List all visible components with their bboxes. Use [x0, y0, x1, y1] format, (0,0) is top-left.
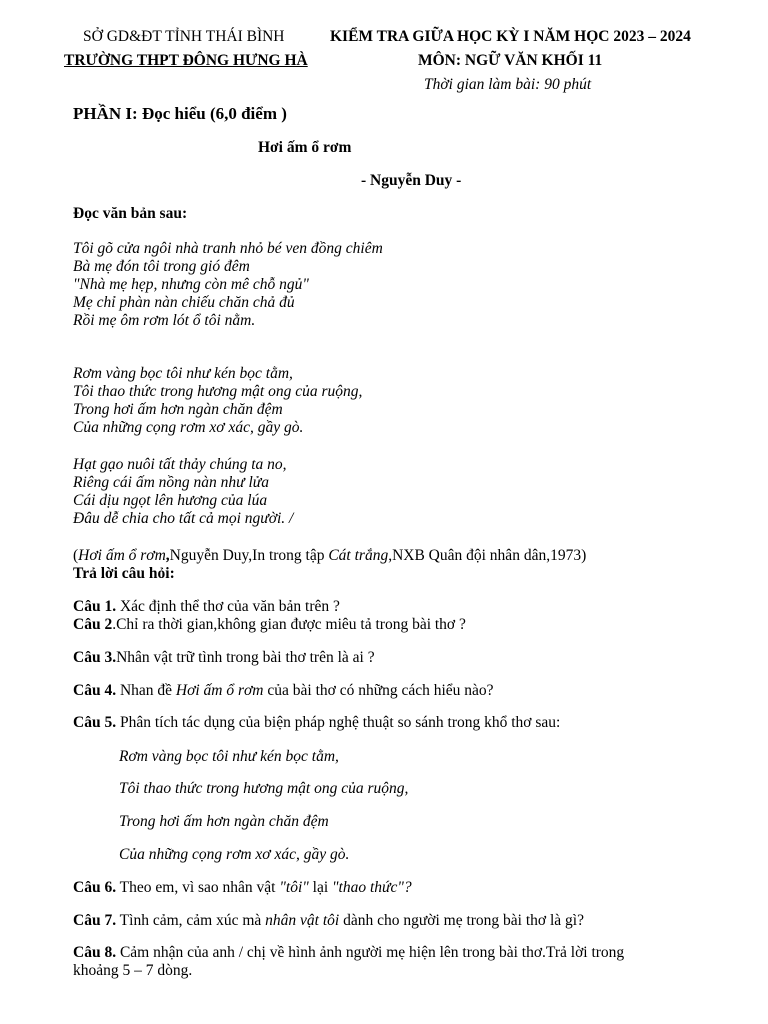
question-5 — [73, 714, 560, 732]
poem-line: Đâu dễ chia cho tất cả mọi người. / — [73, 510, 294, 527]
question-3 — [73, 649, 375, 667]
quoted-line-1: Rơm vàng bọc tôi như kén bọc tằm, — [119, 748, 339, 765]
poem-line: "Nhà mẹ hẹp, nhưng còn mê chỗ ngủ" — [73, 276, 309, 293]
quoted-line-2: Tôi thao thức trong hương mật ong của ruộng, — [119, 780, 409, 797]
poem-line: Rồi mẹ ôm rơm lót ổ tôi nằm. — [73, 312, 256, 329]
source-author: Nguyễn Duy,In trong tập — [169, 547, 329, 564]
answer-prompt: Trả lời câu hỏi: — [73, 565, 175, 582]
source-collection: Cát trắng — [328, 547, 389, 564]
quoted-line-3: Trong hơi ấm hơn ngàn chăn đệm — [119, 813, 329, 830]
poem-line: Riêng cái ấm nồng nàn như lửa — [73, 474, 269, 491]
poem-stanza-1 — [73, 240, 383, 330]
question-text: Cảm nhận của anh / chị về hình ảnh người mẹ hiện lên trong bài thơ.Trả lời trong — [116, 944, 625, 961]
poem-line: Rơm vàng bọc tôi như kén bọc tằm, — [73, 365, 293, 382]
question-8-continued: khoảng 5 – 7 dòng. — [73, 962, 193, 979]
question-emphasis: "thao thức"? — [332, 879, 412, 896]
school-name: TRƯỜNG THPT ĐÔNG HƯNG HÀ — [64, 52, 308, 69]
quoted-line-4: Của những cọng rơm xơ xác, gầy gò. — [119, 846, 350, 863]
source-citation — [73, 547, 586, 565]
question-text: Nhan đề — [116, 682, 176, 699]
question-text: lại — [308, 879, 333, 896]
question-label: Câu 8. — [73, 944, 117, 961]
poem-title: Hơi ấm ổ rơm — [258, 139, 352, 156]
subject-line: MÔN: NGỮ VĂN KHỐI 11 — [418, 52, 603, 69]
question-text: Phân tích tác dụng của biện pháp nghệ thuật so sánh trong khổ thơ sau: — [116, 714, 561, 731]
exam-title: KIỂM TRA GIỮA HỌC KỲ I NĂM HỌC 2023 – 2024 — [330, 28, 691, 45]
poem-line: Tôi thao thức trong hương mật ong của ruộng, — [73, 383, 363, 400]
question-text: Theo em, vì sao nhân vật — [116, 879, 280, 896]
question-1 — [73, 598, 340, 616]
question-emphasis: "tôi" — [279, 879, 309, 896]
question-6 — [73, 879, 412, 897]
question-label: Câu 1. — [73, 598, 117, 615]
question-label: Câu 5. — [73, 714, 117, 731]
poem-line: Của những cọng rơm xơ xác, gầy gò. — [73, 419, 304, 436]
poem-stanza-2 — [73, 365, 362, 437]
source-title: Hơi ấm ổ rơm — [78, 547, 166, 564]
question-text: Tình cảm, cảm xúc mà — [116, 912, 266, 929]
question-emphasis: nhân vật tôi — [265, 912, 340, 929]
question-text: dành cho người mẹ trong bài thơ là gì? — [339, 912, 584, 929]
question-7 — [73, 912, 584, 930]
question-text: Xác định thể thơ của văn bản trên ? — [116, 598, 340, 615]
question-label: Câu 3. — [73, 649, 117, 666]
question-2 — [73, 616, 466, 634]
poem-author: - Nguyễn Duy - — [361, 172, 462, 189]
poem-line: Mẹ chỉ phàn nàn chiếu chăn chả đủ — [73, 294, 295, 311]
question-label: Câu 4. — [73, 682, 117, 699]
question-emphasis: Hơi ấm ổ rơm — [175, 682, 264, 699]
poem-line: Cái dịu ngọt lên hương của lúa — [73, 492, 268, 509]
exam-duration: Thời gian làm bài: 90 phút — [424, 76, 592, 93]
reading-instruction: Đọc văn bản sau: — [73, 205, 188, 222]
source-comma: , — [165, 547, 170, 564]
question-label: Câu 6. — [73, 879, 117, 896]
question-text: của bài thơ có những cách hiểu nào? — [263, 682, 494, 699]
department-name: SỞ GD&ĐT TỈNH THÁI BÌNH — [83, 28, 285, 45]
poem-line: Hạt gạo nuôi tất thảy chúng ta no, — [73, 456, 287, 473]
source-open: ( — [73, 547, 79, 564]
poem-line: Bà mẹ đón tôi trong gió đêm — [73, 258, 250, 275]
poem-line: Trong hơi ấm hơn ngàn chăn đệm — [73, 401, 283, 418]
question-text: .Chỉ ra thời gian,không gian được miêu tả trong bài thơ ? — [112, 616, 466, 633]
question-8 — [73, 944, 624, 962]
poem-line: Tôi gõ cửa ngôi nhà tranh nhỏ bé ven đồng chiêm — [73, 240, 383, 257]
question-text: Nhân vật trữ tình trong bài thơ trên là ai ? — [116, 649, 375, 666]
part1-heading: PHẦN I: Đọc hiểu (6,0 điểm ) — [73, 104, 287, 123]
question-4 — [73, 682, 494, 700]
poem-stanza-3 — [73, 456, 293, 528]
question-label: Câu 2 — [73, 616, 113, 633]
source-rest: ,NXB Quân đội nhân dân,1973) — [388, 547, 587, 564]
question-label: Câu 7. — [73, 912, 117, 929]
